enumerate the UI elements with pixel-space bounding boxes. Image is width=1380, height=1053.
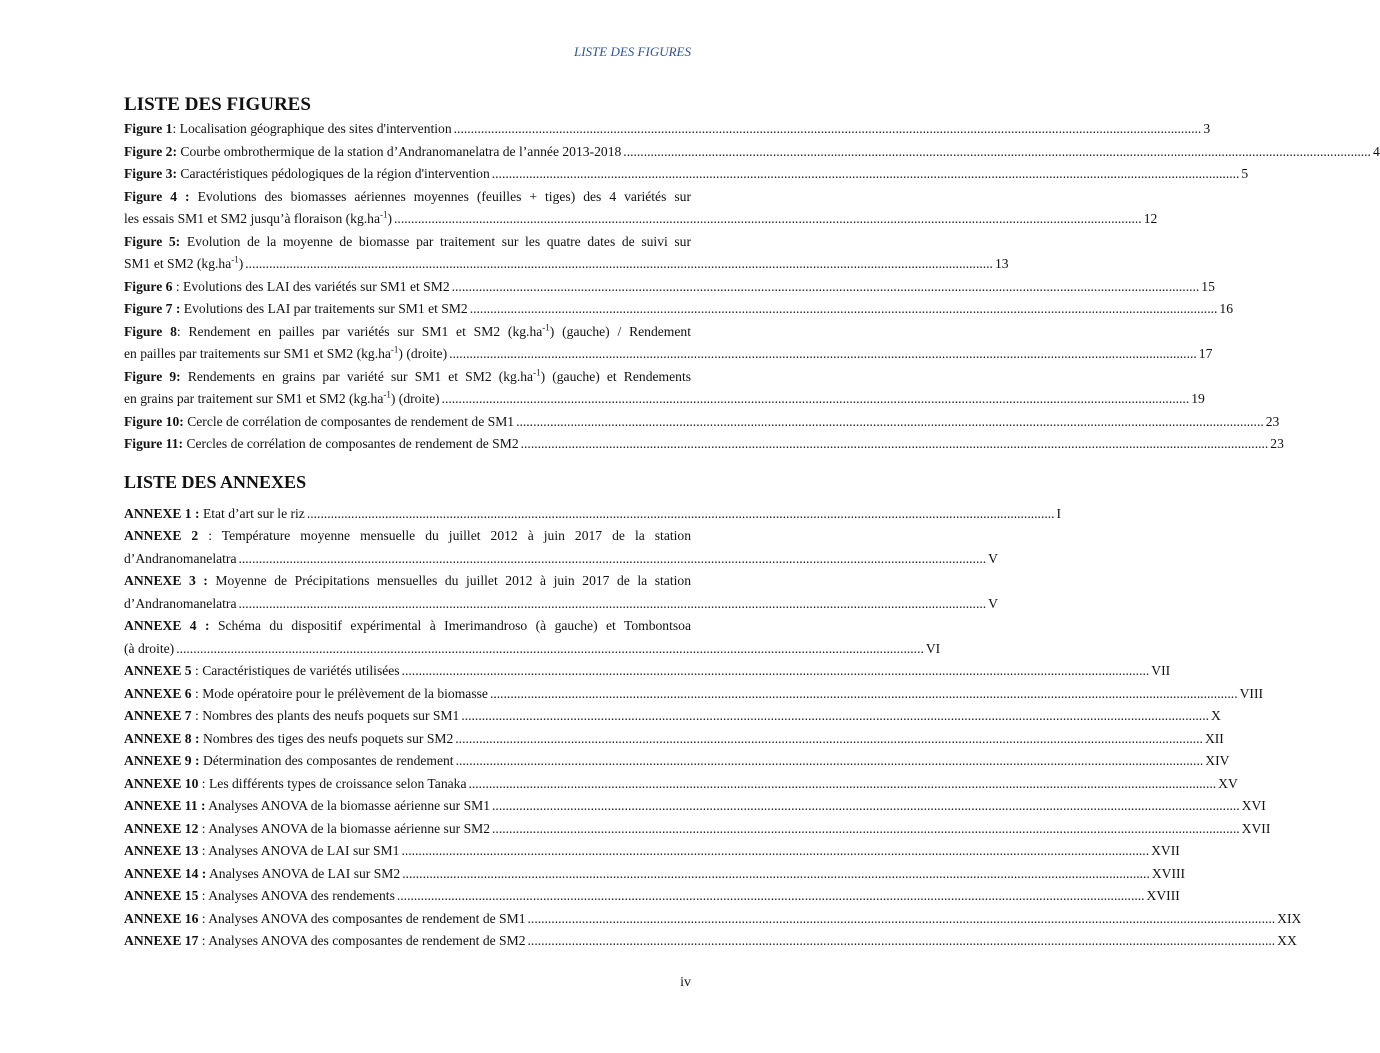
label-separator: : xyxy=(172,121,180,136)
annex-entry-line xyxy=(124,818,1271,841)
dot-leader xyxy=(452,276,1200,299)
figure-entry[interactable] xyxy=(124,298,1233,321)
label-separator xyxy=(210,618,218,633)
figure-entry-text xyxy=(124,343,447,366)
figure-caption: en grains par traitement sur SM1 et SM2 (kg.ha xyxy=(124,391,384,406)
annex-entry[interactable] xyxy=(124,863,1186,886)
annex-entry-line xyxy=(124,930,1297,953)
annex-entry-text xyxy=(124,548,236,571)
annex-entry-text xyxy=(124,863,400,886)
label-separator: : xyxy=(198,775,209,791)
figure-caption: ) (droite) xyxy=(398,346,448,361)
list-of-annexes-title: LISTE DES ANNEXES xyxy=(124,471,307,492)
annex-entry-line xyxy=(124,885,1180,908)
dot-leader xyxy=(623,141,1371,164)
figure-entry[interactable] xyxy=(124,118,1211,141)
annex-entry-line xyxy=(124,525,691,548)
page-ref: VI xyxy=(925,640,941,656)
figure-caption: Evolutions des LAI par traitements sur SM1 et SM2 xyxy=(183,301,468,316)
annex-caption: Analyses ANOVA de la biomasse aérienne sur SM2 xyxy=(208,820,491,836)
running-header: LISTE DES FIGURES xyxy=(574,44,691,59)
annex-caption: Analyses ANOVA des rendements xyxy=(208,888,395,903)
dot-leader xyxy=(461,705,1209,728)
figure-label: Figure 4 : xyxy=(124,188,190,204)
page-ref: 16 xyxy=(1219,301,1233,316)
label-separator: : xyxy=(191,685,203,701)
annex-entry-line xyxy=(124,638,941,661)
page-ref: VIII xyxy=(1239,685,1263,701)
annex-entry-line xyxy=(124,660,1171,683)
figure-label: Figure 10: xyxy=(124,413,184,429)
figure-caption: les essais SM1 et SM2 jusqu’à floraison (kg.ha xyxy=(124,211,380,226)
figure-caption: ) xyxy=(238,256,244,271)
annex-caption: Moyenne de Précipitations mensuelles du juillet 2012 à juin 2017 de la station xyxy=(215,573,691,588)
annex-entry[interactable] xyxy=(124,908,1302,931)
figure-label: Figure 3: xyxy=(124,166,177,181)
page-ref: XVIII xyxy=(1146,888,1180,903)
page-ref: V xyxy=(988,595,998,611)
figure-entry-line xyxy=(124,118,1211,141)
annex-entry[interactable] xyxy=(124,660,1171,683)
annex-caption: Les différents types de croissance selon Tanaka xyxy=(208,775,467,791)
figure-entry-text xyxy=(124,141,621,164)
label-separator: : xyxy=(191,663,203,678)
annex-entry-line xyxy=(124,615,691,638)
figure-label: Figure 1 xyxy=(124,121,173,136)
figure-caption: Rendements en grains par variété sur SM1 et SM2 (kg.ha xyxy=(187,368,534,384)
annex-label: ANNEXE 6 xyxy=(124,685,192,701)
annex-entry-text xyxy=(124,593,236,616)
dot-leader xyxy=(516,411,1264,434)
dot-leader xyxy=(238,548,986,571)
page-ref: 13 xyxy=(994,256,1009,271)
annex-entry[interactable] xyxy=(124,818,1271,841)
annex-entry-line xyxy=(124,570,691,593)
annex-entry[interactable] xyxy=(124,930,1297,953)
figure-entry-line xyxy=(124,253,1009,276)
figure-caption: Rendement en pailles par variétés sur SM1 et SM2 (kg.ha xyxy=(188,323,543,339)
figure-label: Figure 7 : xyxy=(124,301,181,316)
annex-caption: (à droite) xyxy=(124,640,175,656)
page-ref: XVIII xyxy=(1151,865,1186,881)
page-ref: 4 xyxy=(1372,143,1380,159)
annexes-list xyxy=(124,503,1302,953)
annex-entry-text xyxy=(124,683,488,706)
annex-entry[interactable] xyxy=(124,840,1180,863)
annex-label: ANNEXE 15 xyxy=(124,888,199,903)
annex-label: ANNEXE 7 xyxy=(124,708,192,723)
annex-entry-line xyxy=(124,593,998,616)
annex-entry[interactable] xyxy=(124,525,998,570)
dot-leader xyxy=(454,118,1202,141)
annex-label: ANNEXE 10 xyxy=(124,775,199,791)
dot-leader xyxy=(455,728,1203,751)
dot-leader xyxy=(490,683,1238,706)
figure-label: Figure 2: xyxy=(124,143,177,159)
figure-caption: Evolutions des biomasses aériennes moyennes (feuilles + tiges) des 4 variétés sur xyxy=(197,188,691,204)
page-ref: 19 xyxy=(1191,391,1205,406)
annex-label: ANNEXE 5 xyxy=(124,663,192,678)
page-ref: XX xyxy=(1277,933,1297,948)
figure-caption: Evolutions des LAI des variétés sur SM1 et SM2 xyxy=(183,278,450,294)
dot-leader xyxy=(245,253,993,276)
dot-leader xyxy=(397,885,1145,908)
label-separator xyxy=(181,369,188,384)
annex-entry-line xyxy=(124,728,1224,751)
figure-entry-line xyxy=(124,163,1249,186)
superscript: -1 xyxy=(383,389,391,400)
figure-label: Figure 11: xyxy=(124,436,184,451)
page-ref: XVI xyxy=(1241,798,1266,813)
annex-entry-text xyxy=(124,638,174,661)
figure-entry-line xyxy=(124,141,1380,164)
annex-entry-line xyxy=(124,503,1062,526)
figure-caption: Evolution de la moyenne de biomasse par traitement sur les quatre dates de suivi sur xyxy=(186,233,692,249)
page-ref: VII xyxy=(1151,663,1171,678)
page-ref: XIV xyxy=(1205,753,1230,768)
figure-caption: ) (gauche) et Rendements xyxy=(540,368,692,384)
figure-entry-text xyxy=(124,388,440,411)
list-of-figures-title: LISTE DES FIGURES xyxy=(124,94,311,115)
dot-leader xyxy=(449,343,1197,366)
superscript: -1 xyxy=(533,366,541,377)
figure-entry[interactable] xyxy=(124,231,1009,276)
page-ref: X xyxy=(1210,708,1221,723)
figure-entry[interactable] xyxy=(124,411,1280,434)
figure-caption: en pailles par traitements sur SM1 et SM2 (kg.ha xyxy=(124,346,391,361)
annex-caption: d’Andranomanelatra xyxy=(124,550,237,566)
label-separator xyxy=(180,234,187,249)
figure-entry-line xyxy=(124,186,691,209)
page-ref: XVII xyxy=(1241,820,1271,836)
dot-leader xyxy=(492,795,1240,818)
annex-entry-text xyxy=(124,930,526,953)
annex-entry[interactable] xyxy=(124,570,998,615)
annex-entry-text xyxy=(124,818,490,841)
annex-label: ANNEXE 16 xyxy=(124,910,199,926)
dot-leader xyxy=(521,433,1269,456)
figures-list xyxy=(124,118,1380,456)
figure-entry-text xyxy=(124,276,450,299)
dot-leader xyxy=(238,593,986,616)
dot-leader xyxy=(307,503,1055,526)
dot-leader xyxy=(394,208,1142,231)
annex-entry-line xyxy=(124,683,1263,706)
dot-leader xyxy=(492,163,1240,186)
dot-leader xyxy=(528,908,1276,931)
label-separator: : xyxy=(198,528,222,543)
annex-caption: Analyses ANOVA de LAI sur SM2 xyxy=(208,865,401,881)
figure-caption: ) xyxy=(387,211,393,226)
figure-entry[interactable] xyxy=(124,163,1249,186)
annex-entry-line xyxy=(124,750,1230,773)
figure-entry-text xyxy=(124,118,452,141)
page-ref: 12 xyxy=(1143,211,1158,226)
annex-caption: Analyses ANOVA de LAI sur SM1 xyxy=(208,843,400,858)
label-separator: : xyxy=(176,323,189,339)
figure-entry[interactable] xyxy=(124,276,1215,299)
annex-entry-text xyxy=(124,750,454,773)
figure-entry-line xyxy=(124,231,691,254)
figure-entry[interactable] xyxy=(124,141,1380,164)
dot-leader xyxy=(470,298,1218,321)
label-separator: : xyxy=(191,708,203,723)
dot-leader xyxy=(468,773,1216,796)
figure-caption: Caractéristiques pédologiques de la région d'intervention xyxy=(180,166,490,181)
figure-entry-text xyxy=(124,298,468,321)
annex-entry-line xyxy=(124,548,998,571)
page-ref: 23 xyxy=(1270,436,1284,451)
label-separator: : xyxy=(198,933,209,948)
annex-label: ANNEXE 4 : xyxy=(124,618,210,633)
figure-label: Figure 9: xyxy=(124,368,181,384)
figure-entry-line xyxy=(124,276,1215,299)
label-separator: : xyxy=(198,820,209,836)
dot-leader xyxy=(456,750,1204,773)
annex-entry[interactable] xyxy=(124,773,1238,796)
annex-entry-text xyxy=(124,705,459,728)
figure-entry[interactable] xyxy=(124,366,1205,411)
figure-entry[interactable] xyxy=(124,433,1284,456)
dot-leader xyxy=(402,863,1150,886)
annex-entry[interactable] xyxy=(124,728,1224,751)
annex-entry[interactable] xyxy=(124,683,1263,706)
annex-label: ANNEXE 12 xyxy=(124,820,199,836)
dot-leader xyxy=(442,388,1190,411)
label-separator: : xyxy=(198,888,209,903)
annex-entry-text xyxy=(124,728,453,751)
page-ref: XV xyxy=(1218,775,1238,791)
figure-label: Figure 8 xyxy=(124,323,177,339)
annex-label: ANNEXE 2 xyxy=(124,528,199,543)
dot-leader xyxy=(528,930,1276,953)
page-ref: 5 xyxy=(1241,166,1249,181)
dot-leader xyxy=(402,660,1150,683)
annex-label: ANNEXE 17 xyxy=(124,933,199,948)
figure-entry-line xyxy=(124,321,691,344)
annex-caption: Nombres des tiges des neufs poquets sur SM2 xyxy=(202,730,454,746)
figure-entry-text xyxy=(124,411,514,434)
annex-entry[interactable] xyxy=(124,615,941,660)
page-ref: 23 xyxy=(1265,413,1280,429)
annex-caption: Mode opératoire pour le prélèvement de la biomasse xyxy=(202,685,488,701)
annex-entry-text xyxy=(124,773,466,796)
page-ref: V xyxy=(988,550,998,566)
figure-entry[interactable] xyxy=(124,321,1213,366)
annex-entry-line xyxy=(124,773,1238,796)
annex-label: ANNEXE 13 xyxy=(124,843,199,858)
annex-entry[interactable] xyxy=(124,795,1266,818)
figure-caption: Cercles de corrélation de composantes de rendement de SM2 xyxy=(186,436,519,451)
annex-caption: Analyses ANOVA de la biomasse aérienne sur SM1 xyxy=(208,798,491,813)
annex-entry-text xyxy=(124,885,395,908)
annex-caption: Détermination des composantes de rendement xyxy=(202,753,454,768)
annex-caption: Analyses ANOVA des composantes de rendement de SM1 xyxy=(208,910,526,926)
annex-caption: Etat d’art sur le riz xyxy=(202,505,305,521)
annex-label: ANNEXE 8 : xyxy=(124,730,200,746)
dot-leader xyxy=(492,818,1240,841)
superscript: -1 xyxy=(380,209,388,220)
label-separator: : xyxy=(172,278,184,294)
annex-label: ANNEXE 14 : xyxy=(124,865,207,881)
figure-entry-line xyxy=(124,388,1205,411)
annex-caption: Analyses ANOVA des composantes de rendement de SM2 xyxy=(208,933,526,948)
figure-caption: Localisation géographique des sites d'intervention xyxy=(179,121,452,136)
label-separator: : xyxy=(198,910,209,926)
dot-leader xyxy=(176,638,924,661)
annex-entry-text xyxy=(124,840,399,863)
page-number: iv xyxy=(680,975,691,990)
figure-entry[interactable] xyxy=(124,186,1158,231)
annex-entry-line xyxy=(124,840,1180,863)
figure-label: Figure 6 xyxy=(124,278,173,294)
annex-entry-line xyxy=(124,705,1221,728)
annex-entry-text xyxy=(124,795,490,818)
annex-entry-text xyxy=(124,503,305,526)
page-content xyxy=(124,92,1380,953)
annex-entry[interactable] xyxy=(124,885,1180,908)
annex-label: ANNEXE 11 : xyxy=(124,798,206,813)
superscript: -1 xyxy=(390,344,399,355)
page-ref: 17 xyxy=(1198,346,1213,361)
figure-entry-text xyxy=(124,253,243,276)
figure-caption: Cercle de corrélation de composantes de rendement de SM1 xyxy=(187,413,515,429)
annex-entry[interactable] xyxy=(124,705,1221,728)
figure-caption: ) (droite) xyxy=(390,391,440,406)
dot-leader xyxy=(401,840,1149,863)
label-separator xyxy=(190,189,198,204)
figure-caption: Courbe ombrothermique de la station d’Andranomanelatra de l’année 2013-2018 xyxy=(180,143,622,159)
figure-entry-text xyxy=(124,208,392,231)
annex-entry[interactable] xyxy=(124,503,1062,526)
figure-entry-line xyxy=(124,208,1158,231)
annex-label: ANNEXE 3 : xyxy=(124,573,208,588)
annex-entry[interactable] xyxy=(124,750,1230,773)
label-separator: : xyxy=(198,843,209,858)
page-ref: 3 xyxy=(1203,121,1211,136)
annex-entry-line xyxy=(124,908,1302,931)
annex-label: ANNEXE 9 : xyxy=(124,753,200,768)
page-ref: I xyxy=(1056,505,1062,521)
annex-caption: d’Andranomanelatra xyxy=(124,595,237,611)
figure-entry-text xyxy=(124,433,519,456)
figure-caption: SM1 et SM2 (kg.ha xyxy=(124,256,232,271)
figure-entry-line xyxy=(124,411,1280,434)
figure-entry-line xyxy=(124,366,691,389)
superscript: -1 xyxy=(231,254,239,265)
annex-caption: Température moyenne mensuelle du juillet 2012 à juin 2017 de la station xyxy=(221,528,692,543)
page-ref: XVII xyxy=(1151,843,1180,858)
annex-entry-text xyxy=(124,660,400,683)
annex-entry-line xyxy=(124,863,1186,886)
page-ref: 15 xyxy=(1201,278,1215,294)
figure-entry-line xyxy=(124,298,1233,321)
annex-caption: Nombres des plants des neufs poquets sur SM1 xyxy=(202,708,460,723)
figure-entry-line xyxy=(124,343,1213,366)
figure-label: Figure 5: xyxy=(124,233,181,249)
figure-entry-text xyxy=(124,163,490,186)
annex-caption: Schéma du dispositif expérimental à Imerimandroso (à gauche) et Tombontsoa xyxy=(217,618,691,633)
superscript: -1 xyxy=(542,321,550,332)
figure-caption: ) (gauche) / Rendement xyxy=(549,323,691,339)
annex-caption: Caractéristiques de variétés utilisées xyxy=(202,663,400,678)
page-ref: XIX xyxy=(1277,910,1302,926)
page-ref: XII xyxy=(1204,730,1224,746)
annex-entry-line xyxy=(124,795,1266,818)
annex-label: ANNEXE 1 : xyxy=(124,505,200,521)
figure-entry-line xyxy=(124,433,1284,456)
annex-entry-text xyxy=(124,908,526,931)
